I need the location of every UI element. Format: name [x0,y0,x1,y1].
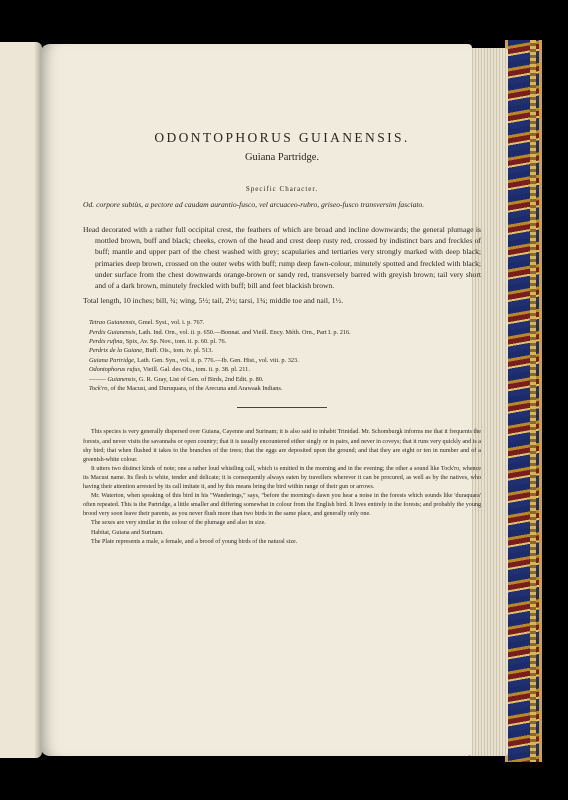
specific-character-heading: Specific Character. [245,185,319,193]
description: Head decorated with a rather full occipital crest, the feathers of which are broad and incline downwards; the general plumage is mottled brown, buff and black; cheeks, crown of the head and crest deep rusty red, crossed by indistinct bars and freckles of buff; mantle and upper part of the chest washed with grey; scapularies and tertiaries very strongly marked with deep black; primaries deep brown, crossed on the outer webs with buff; rump deep fawn-colour, minutely spotted and freckled with black; under surface from the chest downwards orange-brown or sandy red, transversely barred with greyish brown; tail very short and of a dark brown, minutely freckled with buff; bill and feet blackish brown. [83,225,481,291]
synonym-item: Odontophorus rufus, Vieill. Gal. des Ois., tom. ii. p. 38. pl. 211. [89,366,250,374]
synonym-item: Perdix rufina, Spix, Av. Sp. Nov., tom. ii. p. 60. pl. 76. [89,338,227,346]
synonym-item: Tetrao Guianensis, Gmel. Syst., vol. i. p. 767. [89,319,205,327]
body-paragraph: Habitat, Guiana and Surinam. [91,529,164,536]
synonym-item: Guiana Partridge, Lath. Gen. Syn., vol. ii. p. 776.—Ib. Gen. Hist., vol. viii. p. 323. [89,356,299,364]
body-paragraph: This species is very generally dispersed over Guiana, Cayenne and Surinam; it is also said to inhabit Trinidad. Mr. Schomburgk informs me that it frequents the forests, and never visits the savannahs or open country; that it is usually encountered either singly or in pairs, and never in coveys; that it runs very quickly and is a shy bird; that when flushed it takes to the branches of the trees; that the eggs are deposited upon the ground; and that they are eight or ten in number and of a greenish-white colour. [83,429,481,463]
synonym-item: Perdrix de la Guiane, Buff. Ois., tom. iv. pl. 513. [89,347,213,355]
synonym-item: ——— Guianensis, G. R. Gray, List of Gen. of Birds, 2nd Edit. p. 80. [89,375,264,383]
body-paragraph: It utters two distinct kinds of note; one a rather loud whistling call, which is emitted in the morning and in the evening; the other a sound like Tock'ro, whence its Macusi name. Its flesh is white, tender and delicate; it is consequently always eaten by travellers wherever it can be procured, as well as by the natives, who having their attention arrested by its call imitate it, and by this means bring the bird within range of their gun or arrows. [83,465,481,491]
specific-character-text: Od. corpore subtùs, a pectore ad caudam aurantio-fusco, vel arcuaceo-rubro, griseo-fusco transversim fasciato. [83,200,425,209]
section-divider [237,407,327,408]
marbled-cover-edge [505,40,542,762]
common-name: Guiana Partridge. [244,152,320,163]
synonym-list [83,318,481,393]
species-title: ODONTOPHORUS GUIANENSIS. [154,130,410,145]
gilt-edge [530,40,536,762]
page-content [83,130,481,547]
measurements: Total length, 10 inches; bill, ¾; wing, 5½; tail, 2½; tarsi, 1¾; middle toe and nail, 1½. [83,296,344,306]
body-paragraph: The sexes are very similar in the colour of the plumage and also in size. [91,520,266,527]
synonym-item: Tock'ro, of the Macusi, and Duruquara, of the Arecuna and Arawaak Indians. [89,385,283,393]
body-paragraph: Mr. Waterton, when speaking of this bird in his "Wanderings," says, "before the morning's dawn you hear a noise in the forests which sounds like 'duraquara' often repeated. This is the Partridge, a little smaller and differing somewhat in colour from the English bird. It lives entirely in the forests; and probably the young brood very soon leave their parents, as you never flush more than two birds in the same place, and generally only one. [83,493,481,518]
body-text [83,428,481,546]
book-page [40,44,481,756]
synonym-item: Perdix Guianensis, Lath. Ind. Orn., vol. ii. p. 650.—Bonnat. and Vieill. Ency. Méth. Orn., Part I. p. 216. [89,328,351,336]
body-paragraph: The Plate represents a male, a female, and a brood of young birds of the natural size. [91,538,298,545]
